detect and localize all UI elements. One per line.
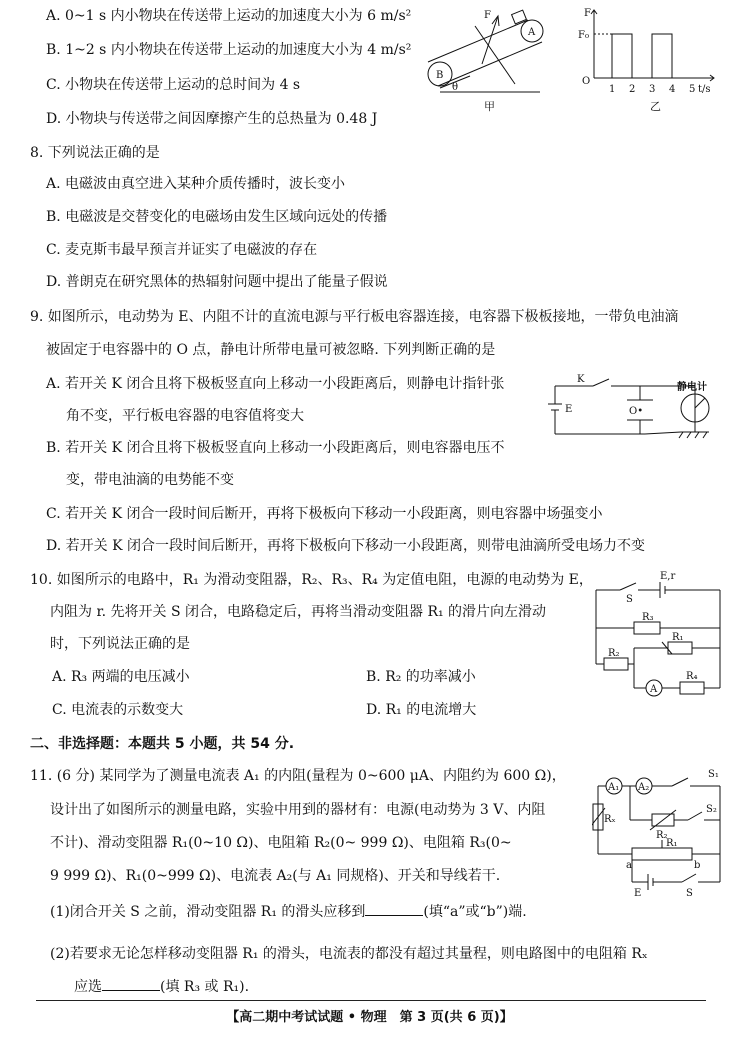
- q9-option-c: C. 若开关 K 闭合一段时间后断开，再将下极板向下移动一小段距离，则电容器中场强变小: [46, 506, 603, 522]
- q10-option-d: D. R₁ 的电流增大: [366, 702, 477, 718]
- q11-sub1-suffix: (填“a”或“b”)端.: [423, 904, 527, 920]
- q8-option-a: A. 电磁波由真空进入某种介质传播时，波长变小: [46, 176, 346, 192]
- q8-option-b: B. 电磁波是交替变化的电磁场由发生区域向远处的传播: [46, 209, 388, 225]
- section-heading: 二、非选择题：本题共 5 小题，共 54 分.: [30, 736, 295, 752]
- label-switch-s: S: [626, 594, 633, 605]
- tick-3: 3: [649, 84, 656, 95]
- label-emf-e: E: [565, 404, 573, 415]
- q8-stem: 8. 下列说法正确的是: [30, 145, 160, 161]
- q11-sub2-suffix: (填 R₃ 或 R₁).: [160, 979, 250, 995]
- q11-circuit-figure: [592, 764, 732, 904]
- label-r1-rheostat: R₁: [666, 838, 678, 849]
- q9-stem-line1: 9. 如图所示，电动势为 E、内阻不计的直流电源与平行板电容器连接，电容器下极板接地，一带负电油滴: [30, 309, 679, 325]
- label-end-b: b: [694, 860, 701, 871]
- q10-stem-line2: 内阻为 r. 先将开关 S 闭合，电路稳定后，再将当滑动变阻器 R₁ 的滑片向左滑动: [50, 604, 547, 620]
- q11-line2: 设计出了如图所示的测量电路，实验中用到的器材有：电源(电动势为 3 V、内阻: [50, 802, 546, 818]
- q11-sub2-prefix: 应选: [74, 979, 102, 995]
- label-a2: A₂: [638, 782, 650, 793]
- page-footer: 【高二期中考试试题 • 物理 第 3 页(共 6 页)】: [226, 1010, 513, 1025]
- q7-option-a: A. 0~1 s 内小物块在传送带上运动的加速度大小为 6 m/s²: [46, 8, 412, 24]
- axis-label-f: F: [584, 8, 591, 19]
- label-r1: R₁: [672, 632, 684, 643]
- label-force: F: [484, 10, 491, 21]
- force-time-graph: [572, 4, 722, 116]
- q11-sub1: [50, 901, 527, 922]
- label-s2: S₂: [706, 804, 717, 815]
- q10-option-c: C. 电流表的示数变大: [52, 702, 184, 718]
- label-switch-k: K: [577, 374, 585, 385]
- label-r2-box: R₂: [656, 830, 668, 841]
- q10-option-b: B. R₂ 的功率减小: [366, 669, 476, 685]
- label-source-er: E,r: [660, 571, 676, 582]
- q9-option-a-line1: A. 若开关 K 闭合且将下极板竖直向上移动一小段距离后，则静电计指针张: [46, 376, 505, 392]
- footer-rule: [36, 1000, 706, 1001]
- label-rx: Rₓ: [604, 814, 616, 825]
- label-ammeter: A: [650, 684, 658, 695]
- q7-option-c: C. 小物块在传送带上运动的总时间为 4 s: [46, 77, 301, 93]
- answer-blank-2[interactable]: [102, 976, 160, 991]
- tick-5: 5: [689, 84, 696, 95]
- q11-line4: 9 999 Ω)、R₁(0~999 Ω)、电流表 A₂(与 A₁ 同规格)、开关和导线若干.: [50, 868, 501, 884]
- label-r4: R₄: [686, 671, 698, 682]
- label-origin: O: [582, 76, 591, 87]
- q8-option-c: C. 麦克斯韦最早预言并证实了电磁波的存在: [46, 242, 318, 258]
- q11-sub2-line1: (2)若要求无论怎样移动变阻器 R₁ 的滑头，电流表的都没有超过其量程，则电路图中的电阻箱 Rₓ: [50, 946, 648, 962]
- q11-sub2-line2: [74, 976, 249, 997]
- q11-line3: 不计)、滑动变阻器 R₁(0~10 Ω)、电阻箱 R₂(0~ 999 Ω)、电阻箱 R₃(0~: [50, 835, 512, 851]
- q9-option-d: D. 若开关 K 闭合一段时间后断开，再将下极板向下移动一小段距离，则带电油滴所受电场力不变: [46, 538, 645, 554]
- label-a1: A₁: [608, 782, 620, 793]
- q10-circuit-figure: [590, 568, 730, 708]
- tick-2: 2: [629, 84, 636, 95]
- label-r3: R₃: [642, 612, 654, 623]
- q7-option-b: B. 1~2 s 内小物块在传送带上运动的加速度大小为 4 m/s²: [46, 42, 412, 58]
- tick-4: 4: [669, 84, 676, 95]
- q9-option-a-line2: 角不变，平行板电容器的电容值将变大: [66, 408, 304, 424]
- caption-yi: 乙: [650, 100, 661, 113]
- tick-1: 1: [609, 84, 616, 95]
- label-switch-s: S: [686, 888, 693, 899]
- label-electrometer: 静电计: [677, 382, 707, 393]
- conveyor-belt-figure: [420, 4, 560, 116]
- label-s1: S₁: [708, 769, 719, 780]
- q8-option-d: D. 普朗克在研究黑体的热辐射问题中提出了能量子假说: [46, 274, 388, 290]
- label-pulley-a: A: [528, 27, 536, 38]
- caption-jia: 甲: [484, 100, 495, 113]
- q9-option-b-line2: 变，带电油滴的电势能不变: [66, 472, 234, 488]
- answer-blank-1[interactable]: [365, 901, 423, 916]
- label-battery-e: E: [634, 888, 642, 899]
- q10-option-a: A. R₃ 两端的电压减小: [52, 669, 190, 685]
- q7-option-d: D. 小物块与传送带之间因摩擦产生的总热量为 0.48 J: [46, 111, 378, 127]
- label-end-a: a: [626, 860, 632, 871]
- label-theta: θ: [452, 82, 459, 93]
- label-r2: R₂: [608, 648, 620, 659]
- q9-stem-line2: 被固定于电容器中的 O 点，静电计所带电量可被忽略. 下列判断正确的是: [46, 342, 496, 358]
- q11-sub1-prefix: (1)闭合开关 S 之前，滑动变阻器 R₁ 的滑头应移到: [50, 904, 366, 920]
- axis-label-t: t/s: [698, 84, 711, 95]
- label-point-o: O•: [629, 406, 644, 417]
- label-pulley-b: B: [436, 70, 444, 81]
- q9-option-b-line1: B. 若开关 K 闭合且将下极板竖直向上移动一小段距离后，则电容器电压不: [46, 440, 505, 456]
- q10-stem-line1: 10. 如图所示的电路中，R₁ 为滑动变阻器，R₂、R₃、R₄ 为定值电阻，电源的电动势为 E，: [30, 572, 593, 588]
- q10-stem-line3: 时，下列说法正确的是: [50, 636, 190, 652]
- capacitor-circuit-figure: [545, 370, 725, 460]
- label-f0: F₀: [578, 30, 589, 41]
- q11-line1: 11. (6 分) 某同学为了测量电流表 A₁ 的内阻(量程为 0~600 μA、内阻约为 600 Ω)，: [30, 768, 566, 784]
